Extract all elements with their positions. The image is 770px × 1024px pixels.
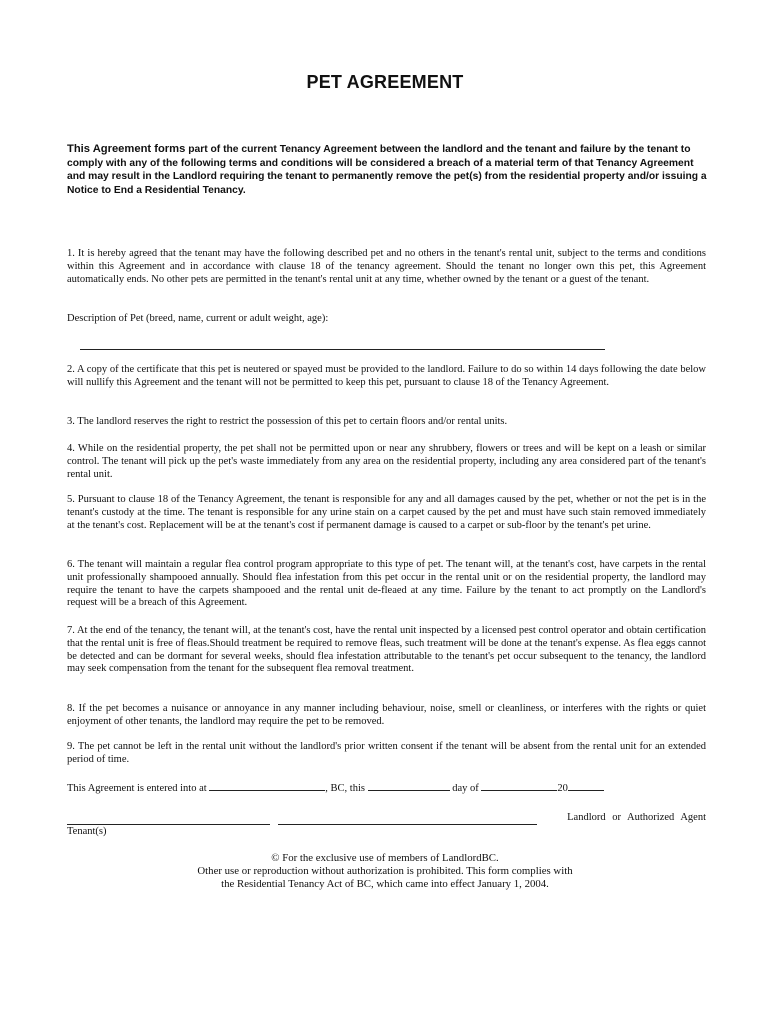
landlord-label: Landlord or Authorized Agent [567, 812, 706, 823]
intro-paragraph [67, 143, 707, 197]
clause-7: 7. At the end of the tenancy, the tenant will, at the tenant's cost, have the rental unit inspected by a licensed pest control operator and obtain certification that the rental unit is free of fleas.Should treatment be required to remove fleas, such treatment will be done at the tenant's expense. As flea eggs cannot be detected and can be dormant for several weeks, should flea infestation attributable to the tenant's pet occur subsequent to the tenancy, the landlord may seek compensation from the tenant for the subsequent flea removal treatment. [67, 625, 706, 675]
year-blank[interactable] [568, 780, 604, 791]
pet-description-label: Description of Pet (breed, name, current or adult weight, age): [67, 313, 329, 324]
clause-6: 6. The tenant will maintain a regular flea control program appropriate to this type of pet. The tenant will, at the tenant's cost, have carpets in the rental unit professionally shampooed annually. Should flea infestation from this pet occur in the rental unit or on the residential property, the landlord may require the tenant to have the carpets shampooed and the rental unit de-fleaed at any time. Failure by the tenant to act promptly on the Landlord's request will be a breach of this Agreement. [67, 559, 706, 609]
tenant-signature-line[interactable] [67, 824, 270, 825]
tenant-label: Tenant(s) [67, 826, 107, 837]
document-title: PET AGREEMENT [306, 72, 464, 92]
year-prefix: 20 [557, 783, 568, 794]
clause-5: 5. Pursuant to clause 18 of the Tenancy Agreement, the tenant is responsible for any and all damages caused by the pet, whether or not the pet is in the tenant's custody at the time. The tenant is responsible for any urine stain on a carpet caused by the pet and must have such stain removed immediately at the tenant's cost. Replacement will be at the tenant's cost if permanent damage is caused to a carpet or sub-floor by the tenant's pet urine. [67, 494, 706, 531]
footer [0, 852, 770, 891]
entered-into-label: This Agreement is entered into at [67, 783, 207, 794]
pet-description-line[interactable] [80, 349, 605, 350]
clause-3: 3. The landlord reserves the right to restrict the possession of this pet to certain floors and/or rental units. [67, 416, 508, 427]
footer-line-3: the Residential Tenancy Act of BC, which came into effect January 1, 2004. [221, 878, 549, 890]
bc-this-label: , BC, this [325, 783, 365, 794]
clause-2: 2. A copy of the certificate that this pet is neutered or spayed must be provided to the landlord. Failure to do so within 14 days following the date below will nullify this Agreement and the tenant will not be permitted to keep this pet, pursuant to clause 18 of the Tenancy Agreement. [67, 364, 706, 388]
clause-9: 9. The pet cannot be left in the rental unit without the landlord's prior written consent if the tenant will be absent from the rental unit for an extended period of time. [67, 741, 706, 765]
footer-line-2: Other use or reproduction without authorization is prohibited. This form complies with [197, 865, 573, 877]
intro-text: part of the current Tenancy Agreement between the landlord and the tenant and failure by the tenant to comply with any of the following terms and conditions will be considered a breach of a material term of that Tenancy Agreement and may result in the Landlord requiring the tenant to permanently remove the pet(s) from the residential property and/or issuing a Notice to End a Residential Tenancy. [67, 144, 707, 196]
location-blank[interactable] [209, 780, 325, 791]
intro-lead: This Agreement forms [67, 143, 186, 155]
month-blank[interactable] [481, 780, 557, 791]
clause-8: 8. If the pet becomes a nuisance or annoyance in any manner including behaviour, noise, smell or cleanliness, or interferes with the rights or quiet enjoyment of other tenants, the landlord may require the pet to be removed. [67, 703, 706, 727]
day-blank[interactable] [368, 780, 450, 791]
day-of-label: day of [452, 783, 479, 794]
footer-line-1: © For the exclusive use of members of LandlordBC. [271, 852, 499, 864]
agreement-date-line [67, 780, 706, 796]
clause-1: 1. It is hereby agreed that the tenant may have the following described pet and no others in the tenant's rental unit, subject to the terms and conditions within this Agreement and in accordance with clause 18 of the tenancy agreement. Should the tenant no longer own this pet, this Agreement automatically ends. No other pets are permitted in the tenant's rental unit at any time, whether owned by the tenant or a guest of the tenant. [67, 248, 706, 285]
landlord-signature-line[interactable] [278, 824, 537, 825]
clause-4: 4. While on the residential property, the pet shall not be permitted upon or near any shrubbery, flowers or trees and will be kept on a leash or similar control. The tenant will pick up the pet's waste immediately from any area on the residential property, including any area considered part of the tenant's rental unit. [67, 443, 706, 480]
